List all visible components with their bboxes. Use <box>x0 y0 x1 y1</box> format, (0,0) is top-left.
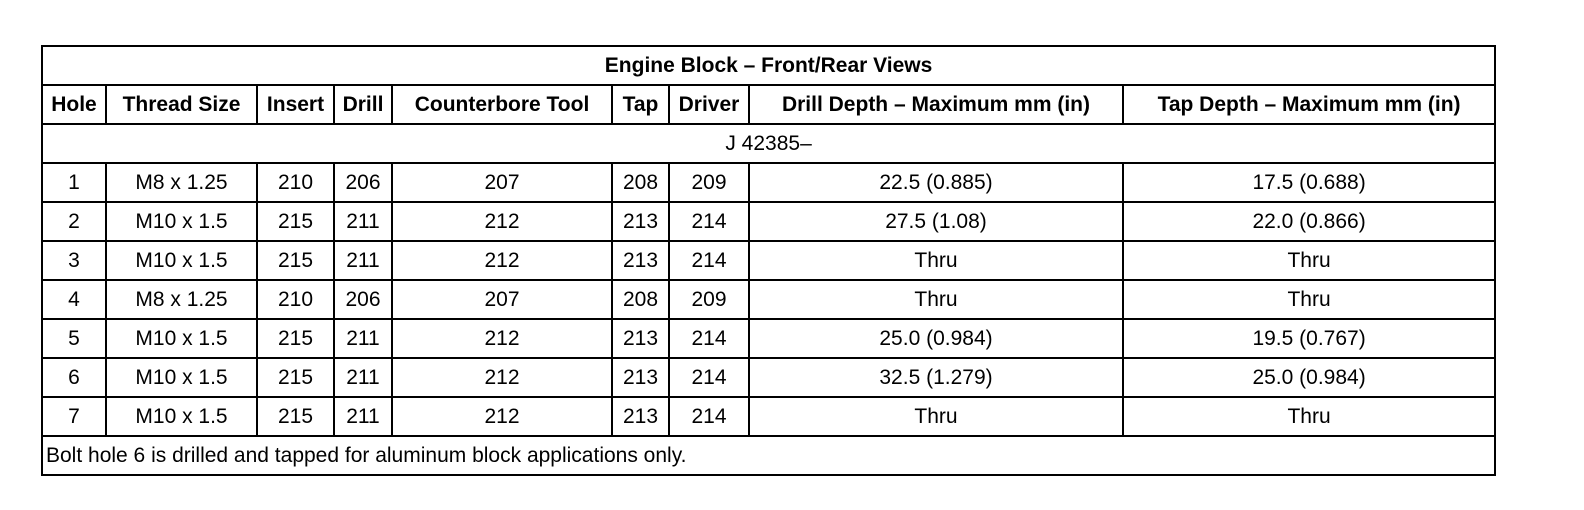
table-cell: 212 <box>392 319 612 358</box>
table-cell: 214 <box>669 319 749 358</box>
table-cell: 7 <box>42 397 106 436</box>
table-cell: 27.5 (1.08) <box>749 202 1123 241</box>
column-header: Hole <box>42 85 106 124</box>
table-cell: 213 <box>612 397 669 436</box>
table-cell: 211 <box>334 319 392 358</box>
table-cell: 212 <box>392 202 612 241</box>
column-header: Driver <box>669 85 749 124</box>
table-cell: Thru <box>749 280 1123 319</box>
table-cell: 1 <box>42 163 106 202</box>
table-cell: 207 <box>392 280 612 319</box>
table-cell: 210 <box>257 163 334 202</box>
column-header: Insert <box>257 85 334 124</box>
table-cell: 215 <box>257 202 334 241</box>
column-header: Drill Depth – Maximum mm (in) <box>749 85 1123 124</box>
table-cell: 213 <box>612 319 669 358</box>
table-cell: 209 <box>669 280 749 319</box>
table-row <box>42 280 1495 319</box>
table-cell: 214 <box>669 202 749 241</box>
table-cell: Thru <box>1123 397 1495 436</box>
table-cell: Thru <box>749 397 1123 436</box>
table-cell: M10 x 1.5 <box>106 319 257 358</box>
table-row <box>42 358 1495 397</box>
column-header: Counterbore Tool <box>392 85 612 124</box>
table-cell: M10 x 1.5 <box>106 241 257 280</box>
table-cell: M10 x 1.5 <box>106 358 257 397</box>
table-header-row <box>42 85 1495 124</box>
table-cell: 22.5 (0.885) <box>749 163 1123 202</box>
table-cell: 215 <box>257 397 334 436</box>
table-cell: 212 <box>392 241 612 280</box>
column-header: Drill <box>334 85 392 124</box>
table-cell: 4 <box>42 280 106 319</box>
table-title-row <box>42 46 1495 85</box>
table-cell: 208 <box>612 280 669 319</box>
table-cell: 25.0 (0.984) <box>749 319 1123 358</box>
table-cell: 212 <box>392 397 612 436</box>
table-cell: 17.5 (0.688) <box>1123 163 1495 202</box>
table-cell: 211 <box>334 358 392 397</box>
table-cell: 2 <box>42 202 106 241</box>
table-cell: 32.5 (1.279) <box>749 358 1123 397</box>
column-header: Tap Depth – Maximum mm (in) <box>1123 85 1495 124</box>
table-cell: Thru <box>1123 241 1495 280</box>
table-cell: 210 <box>257 280 334 319</box>
column-header: Tap <box>612 85 669 124</box>
table-cell: 214 <box>669 241 749 280</box>
table-cell: 211 <box>334 397 392 436</box>
table-row <box>42 241 1495 280</box>
table-cell: 25.0 (0.984) <box>1123 358 1495 397</box>
table-cell: M8 x 1.25 <box>106 280 257 319</box>
column-header: Thread Size <box>106 85 257 124</box>
table-cell: 214 <box>669 397 749 436</box>
group-label: J 42385– <box>42 124 1495 163</box>
table-cell: 19.5 (0.767) <box>1123 319 1495 358</box>
table-cell: M8 x 1.25 <box>106 163 257 202</box>
table-cell: 213 <box>612 202 669 241</box>
engine-block-spec-table <box>41 45 1496 476</box>
table-row <box>42 397 1495 436</box>
table-cell: 213 <box>612 241 669 280</box>
table-cell: 215 <box>257 358 334 397</box>
table-cell: 211 <box>334 241 392 280</box>
table-cell: 207 <box>392 163 612 202</box>
table-row <box>42 319 1495 358</box>
table-cell: 206 <box>334 280 392 319</box>
note-row <box>42 436 1495 475</box>
table-title: Engine Block – Front/Rear Views <box>42 46 1495 85</box>
table-cell: 206 <box>334 163 392 202</box>
table-row <box>42 163 1495 202</box>
table-cell: 209 <box>669 163 749 202</box>
table-cell: Thru <box>1123 280 1495 319</box>
table-cell: Thru <box>749 241 1123 280</box>
table-cell: 208 <box>612 163 669 202</box>
table-cell: 211 <box>334 202 392 241</box>
table-cell: 5 <box>42 319 106 358</box>
table-cell: 6 <box>42 358 106 397</box>
table-cell: 213 <box>612 358 669 397</box>
table-cell: M10 x 1.5 <box>106 397 257 436</box>
table-cell: M10 x 1.5 <box>106 202 257 241</box>
table-cell: 215 <box>257 241 334 280</box>
table-cell: 22.0 (0.866) <box>1123 202 1495 241</box>
table-row <box>42 202 1495 241</box>
table-cell: 214 <box>669 358 749 397</box>
table-cell: 212 <box>392 358 612 397</box>
group-label-row <box>42 124 1495 163</box>
table-cell: 3 <box>42 241 106 280</box>
table-cell: 215 <box>257 319 334 358</box>
table-note: Bolt hole 6 is drilled and tapped for aluminum block applications only. <box>42 436 1495 475</box>
